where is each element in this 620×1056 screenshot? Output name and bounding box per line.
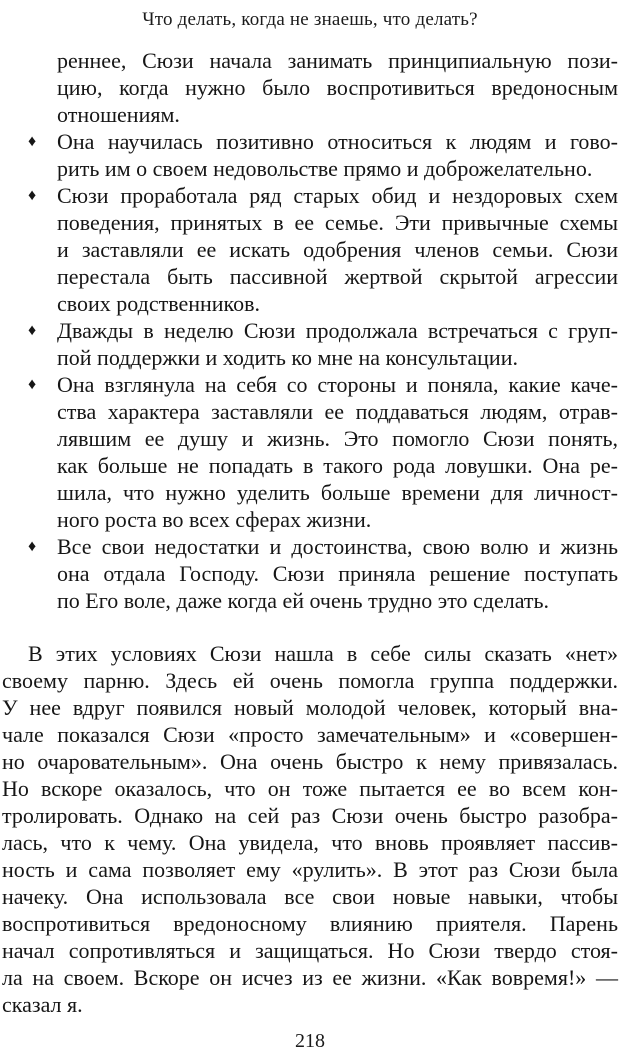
text-line: Она научилась позитивно относиться к людям и гово- xyxy=(57,129,618,154)
text-line: Дважды в неделю Сюзи продолжала встречаться с груп- xyxy=(57,318,618,343)
text-line: поведения, принятых в ее семье. Эти привычные схемы xyxy=(57,210,618,235)
text-line: чале показался Сюзи «просто замечательным» и «совершен- xyxy=(2,722,618,747)
text-line: ного роста во всех сферах жизни. xyxy=(57,507,372,532)
running-header: Что делать, когда не знаешь, что делать? xyxy=(142,9,478,30)
text-line: У нее вдруг появился новый молодой человек, который вна- xyxy=(2,695,618,720)
list-item-text xyxy=(57,371,618,533)
text-line: Все свои недостатки и достоинства, свою волю и жизнь xyxy=(57,534,618,559)
page-content xyxy=(0,47,620,1018)
text-line: тролировать. Однако на сей раз Сюзи очень быстро разобра- xyxy=(2,803,618,828)
text-line: цию, когда нужно было воспротивиться вредоносным xyxy=(57,75,618,100)
text-line: ла на своем. Вскоре он исчез из ее жизни. «Как вовремя!» — xyxy=(2,965,618,990)
list-item xyxy=(0,317,620,371)
text-line: рить им о своем недовольстве прямо и доброжелательно. xyxy=(57,156,593,181)
list-item xyxy=(0,371,620,533)
list-item xyxy=(0,533,620,614)
list-item-text xyxy=(57,317,618,371)
text-line: начал сопротивляться и защищаться. Но Сюзи твердо стоя- xyxy=(2,938,618,963)
text-line: перестала быть пассивной жертвой скрытой агрессии xyxy=(57,264,618,289)
text-line: ность и сама позволяет ему «рулить». В этот раз Сюзи была xyxy=(2,857,618,882)
paragraph xyxy=(2,640,618,1018)
text-line: по Его воле, даже когда ей очень трудно это сделать. xyxy=(57,588,550,613)
list-item-text xyxy=(57,128,618,182)
text-line: воспротивиться вредоносному влиянию приятеля. Парень xyxy=(2,911,618,936)
list-item xyxy=(0,182,620,317)
list-item-text xyxy=(57,182,618,317)
text-line: пой поддержки и ходить ко мне на консультации. xyxy=(57,345,518,370)
list-item-text xyxy=(57,533,618,614)
text-line: отношениям. xyxy=(57,102,180,127)
text-line: своему парню. Здесь ей очень помогла группа поддержки. xyxy=(2,668,618,693)
continuation-text xyxy=(57,47,618,128)
text-line: Она взглянула на себя со стороны и поняла, какие каче- xyxy=(57,372,618,397)
bullet-diamond-icon: ♦ xyxy=(28,538,37,555)
list-item xyxy=(0,128,620,182)
bullet-diamond-icon: ♦ xyxy=(28,187,37,204)
text-line: реннее, Сюзи начала занимать принципиальную пози- xyxy=(57,48,618,73)
text-line: ства характера заставляли ее поддаваться людям, отрав- xyxy=(57,399,618,424)
text-line: она отдала Господу. Сюзи приняла решение поступать xyxy=(57,561,618,586)
text-line: как больше не попадать в такого рода ловушки. Она ре- xyxy=(57,453,618,478)
text-line: Сюзи проработала ряд старых обид и нездоровых схем xyxy=(57,183,618,208)
text-line: и заставляли ее искать одобрения членов семьи. Сюзи xyxy=(57,237,618,262)
page-number: 218 xyxy=(295,1030,325,1052)
text-line: начеку. Она использовала все свои новые навыки, чтобы xyxy=(2,884,618,909)
text-line: Но вскоре оказалось, что он тоже пытается ее во всем кон- xyxy=(2,776,618,801)
text-line: лась, что к чему. Она увидела, что вновь проявляет пассив- xyxy=(2,830,618,855)
text-line: шила, что нужно уделить больше времени для личност- xyxy=(57,480,618,505)
text-line: В этих условиях Сюзи нашла в себе силы сказать «нет» xyxy=(28,641,618,666)
bullet-diamond-icon: ♦ xyxy=(28,322,37,339)
text-line: лявшим ее душу и жизнь. Это помогло Сюзи понять, xyxy=(57,426,618,451)
text-line: но очаровательным». Она очень быстро к нему привязалась. xyxy=(2,749,618,774)
bullet-diamond-icon: ♦ xyxy=(28,133,37,150)
bullet-diamond-icon: ♦ xyxy=(28,376,37,393)
text-line: своих родственников. xyxy=(57,291,261,316)
text-line: сказал я. xyxy=(2,992,83,1017)
